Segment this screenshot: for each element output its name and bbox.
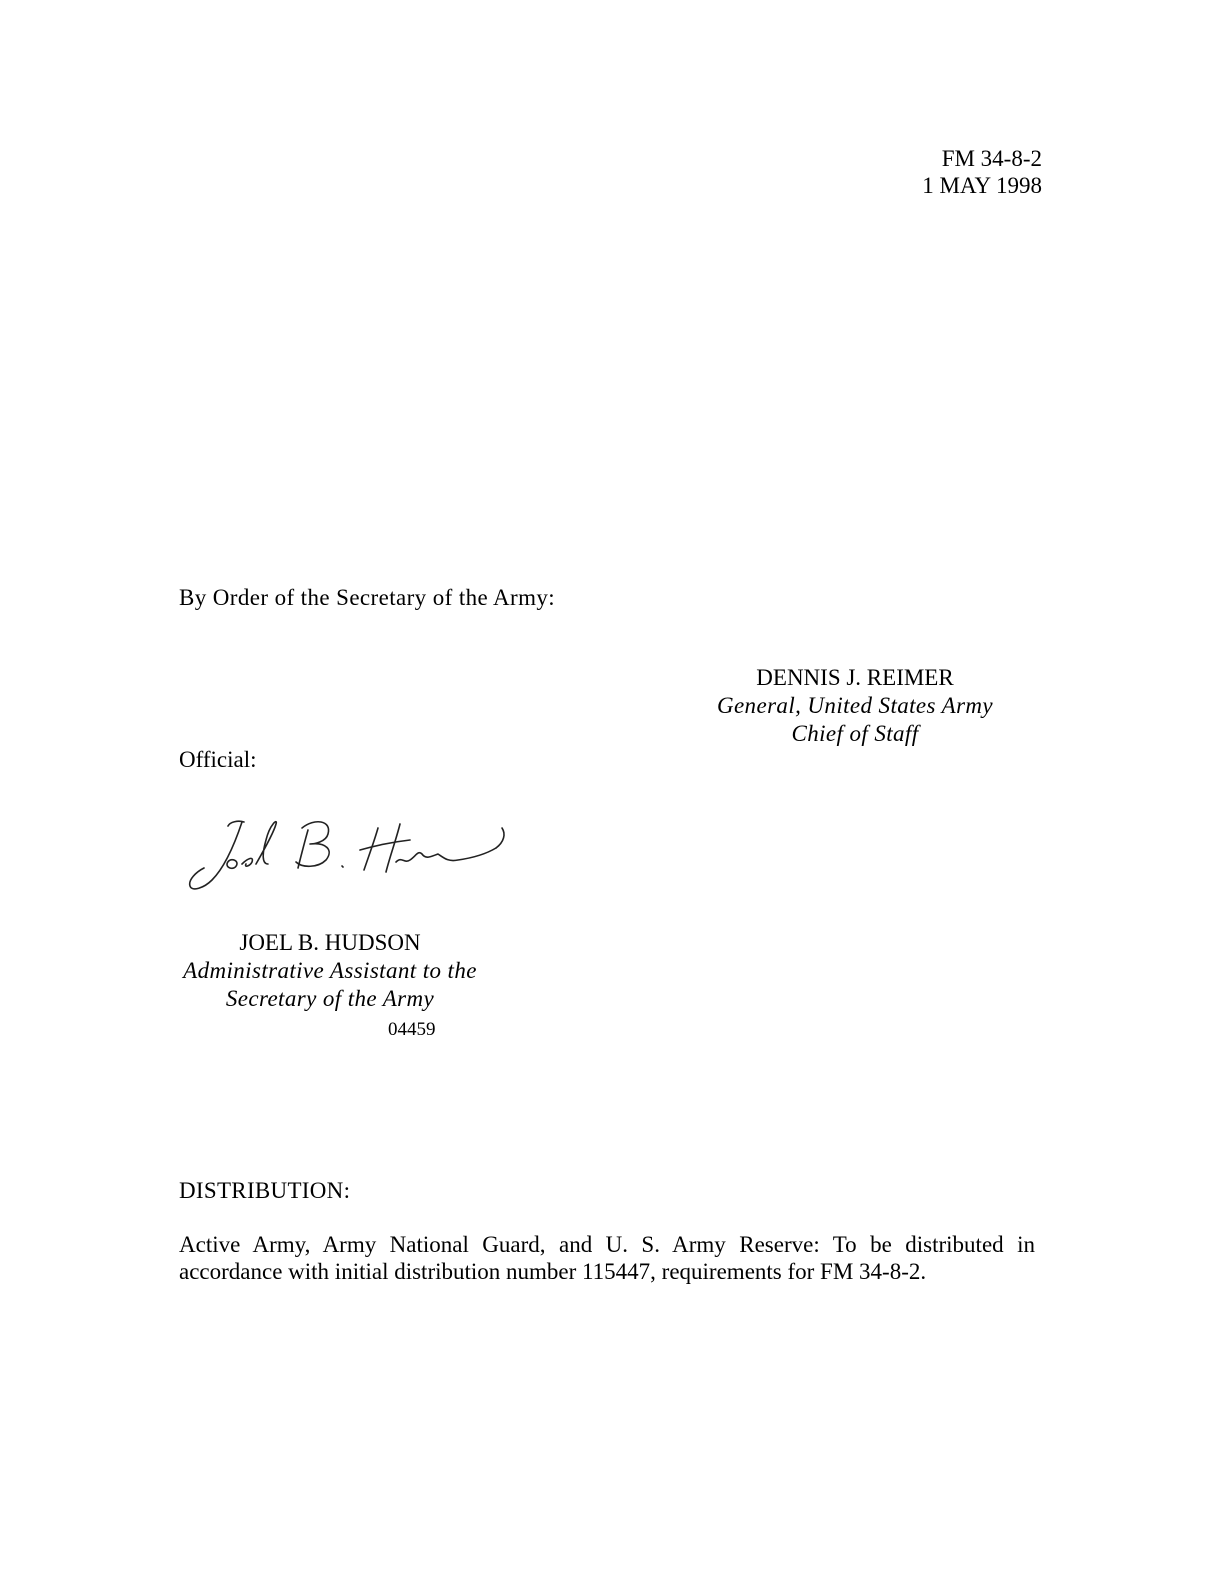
chief-of-staff-title: Chief of Staff: [791, 721, 919, 746]
signature-image: [182, 810, 512, 900]
administrative-assistant-title-line2: Secretary of the Army: [225, 986, 435, 1011]
administrative-assistant-name: JOEL B. HUDSON: [239, 930, 421, 955]
distribution-body: Active Army, Army National Guard, and U. S. Army Reserve: To be distributed in accordance with initial distribution number 115447, requirements for FM 34-8-2.: [179, 1232, 1035, 1284]
official-label: Official:: [179, 747, 257, 772]
manual-number: FM 34-8-2: [941, 146, 1042, 171]
order-line: By Order of the Secretary of the Army:: [179, 585, 556, 610]
chief-of-staff-block: [705, 664, 1005, 748]
authentication-code: 04459: [388, 1019, 436, 1040]
administrative-assistant-block: [170, 929, 490, 1013]
administrative-assistant-title-line1: Administrative Assistant to the: [183, 958, 477, 983]
document-header: [922, 145, 1042, 199]
chief-of-staff-rank: General, United States Army: [716, 693, 994, 718]
distribution-heading: DISTRIBUTION:: [179, 1178, 351, 1203]
chief-of-staff-name: DENNIS J. REIMER: [756, 665, 954, 690]
publication-date: 1 MAY 1998: [922, 173, 1042, 198]
